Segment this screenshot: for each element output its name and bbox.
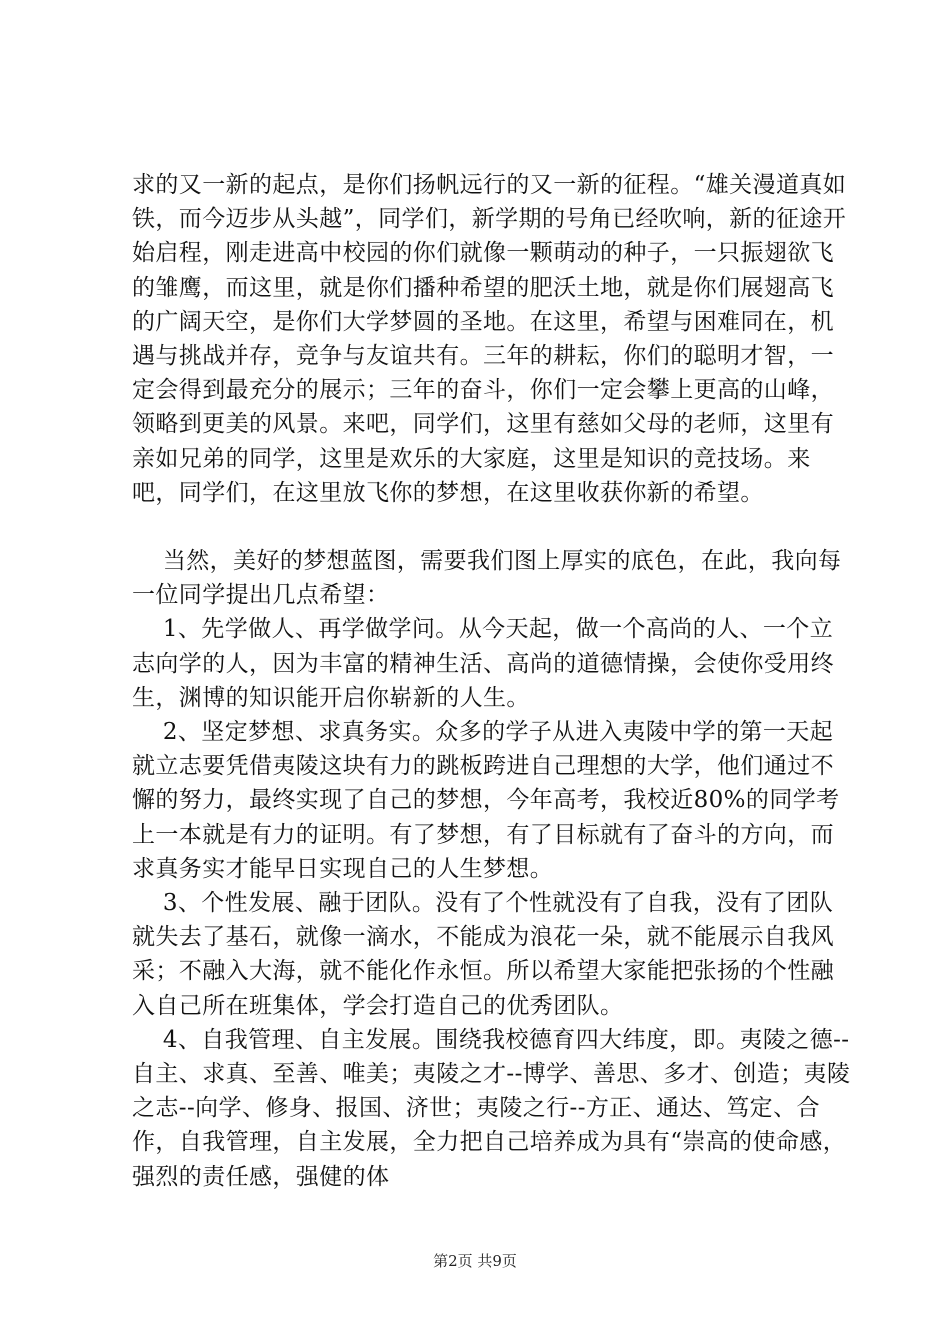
paragraph-hopes-intro: 当然，美好的梦想蓝图，需要我们图上厚实的底色，在此，我向每一位同学提出几点希望： — [132, 548, 842, 609]
list-item-4: 4、自我管理、自主发展。围绕我校德育四大纬度，即。夷陵之德--自主、求真、至善、唯美；夷陵之才--博学、善思、多才、创造；夷陵之志--向学、修身、报国、济世；夷陵之行--方正、通达、笃定、合作，自我管理，自主发展，全力把自己培养成为具有“崇高的使命感，强烈的责任感，强健的体 — [132, 1026, 851, 1190]
page-number: 第2页 共9页 — [433, 1252, 517, 1270]
list-item-3: 3、个性发展、融于团队。没有了个性就没有了自我，没有了团队就失去了基石，就像一滴水，不能成为浪花一朵，就不能展示自我风采；不融入大海，就不能化作永恒。所以希望大家能把张扬的个性融入自己所在班集体，学会打造自己的优秀团队。 — [132, 890, 834, 1019]
list-item-1: 1、先学做人、再学做学问。从今天起，做一个高尚的人、一个立志向学的人，因为丰富的精神生活、高尚的道德情操，会使你受用终生，渊博的知识能开启你崭新的人生。 — [132, 616, 834, 711]
list-item-2: 2、坚定梦想、求真务实。众多的学子从进入夷陵中学的第一天起就立志要凭借夷陵这块有力的跳板跨进自己理想的大学，他们通过不懈的努力，最终实现了自己的梦想，今年高考，我校近80%的同学考上一本就是有力的证明。有了梦想，有了目标就有了奋斗的方向，而求真务实才能早日实现自己的人生梦想。 — [132, 719, 840, 882]
document-body — [132, 168, 852, 1194]
paragraph-opening: 求的又一新的起点，是你们扬帆远行的又一新的征程。“雄关漫道真如铁，而今迈步从头越”，同学们，新学期的号角已经吹响，新的征途开始启程，刚走进高中校园的你们就像一颗萌动的种子，一只振翅欲飞的雏鹰，而这里，就是你们播种希望的肥沃土地，就是你们展翅高飞的广阔天空，是你们大学梦圆的圣地。在这里，希望与困难同在，机遇与挑战并存，竞争与友谊共有。三年的耕耘，你们的聪明才智，一定会得到最充分的展示；三年的奋斗，你们一定会攀上更高的山峰，领略到更美的风景。来吧，同学们，这里有慈如父母的老师，这里有亲如兄弟的同学，这里是欢乐的大家庭，这里是知识的竞技场。来吧，同学们，在这里放飞你的梦想，在这里收获你新的希望。 — [132, 172, 847, 506]
page-footer — [0, 1250, 950, 1271]
paragraph-spacer — [132, 510, 852, 544]
